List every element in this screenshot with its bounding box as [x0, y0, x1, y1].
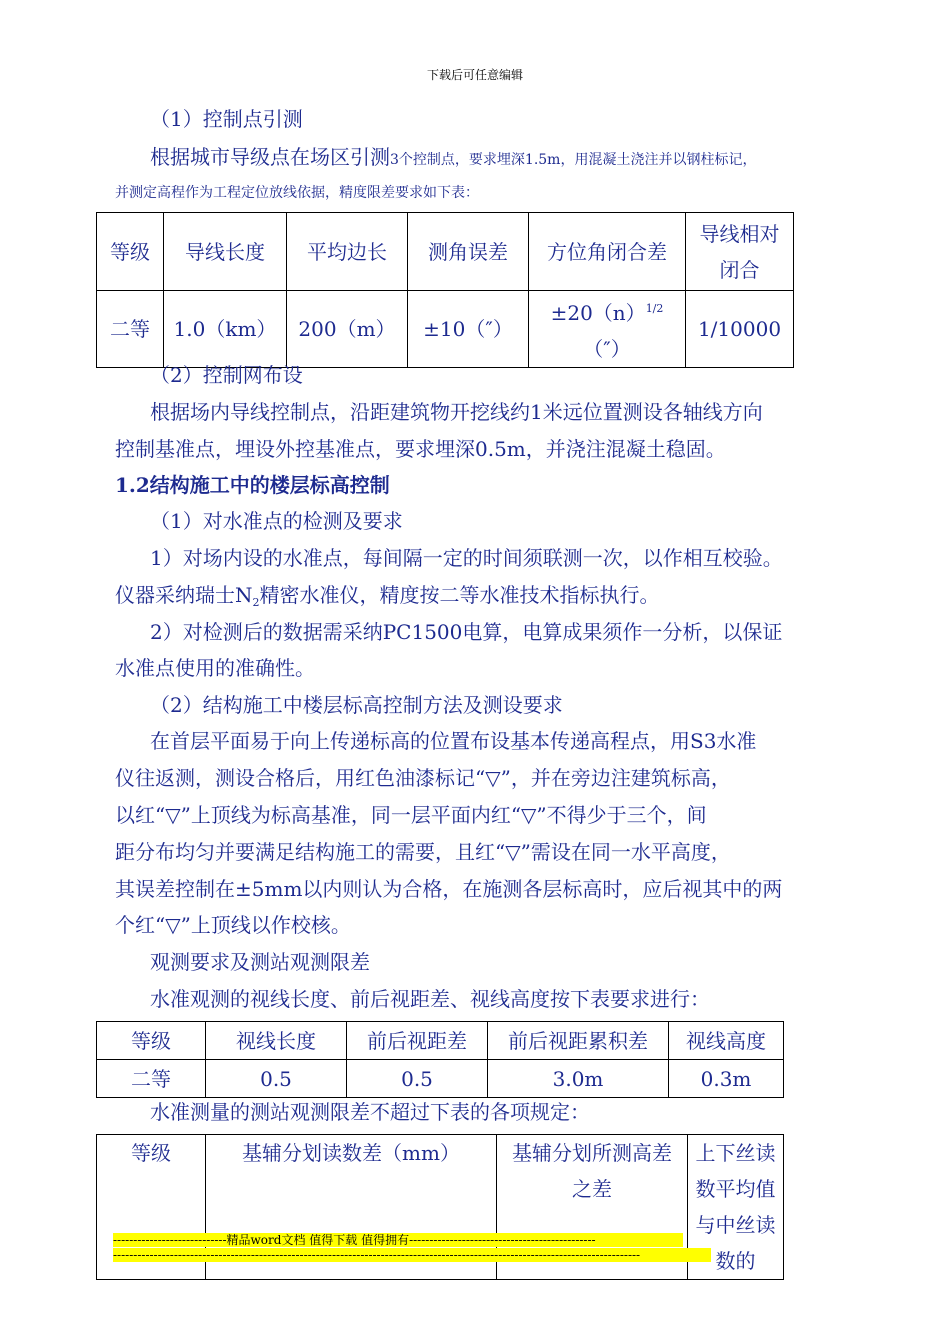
table-cell-text: （″） — [583, 337, 631, 361]
paragraph-text: 精密水准仪，精度按二等水准技术指标执行。 — [259, 583, 660, 607]
superscript: 1/2 — [645, 302, 664, 315]
subscript: 2 — [252, 596, 260, 609]
table-header-cell: 基辅分划读数差（mm） — [206, 1135, 497, 1280]
paragraph-line: 并测定高程作为工程定位放线依据，精度限差要求如下表： — [115, 185, 479, 201]
table-header-cell: 等级 — [97, 1135, 206, 1280]
paragraph-line: 1）对场内设的水准点，每间隔一定的时间须联测一次，以作相互校验。 — [150, 546, 783, 570]
paragraph-line: 其误差控制在±5mm以内则认为合格，在施测各层标高时，应后视其中的两 — [115, 877, 783, 901]
paragraph-line: 根据场内导线控制点，沿距建筑物开挖线约1米远位置测设各轴线方向 — [150, 400, 763, 424]
table-header-cell: 前后视距差 — [347, 1022, 488, 1060]
paragraph-line — [150, 144, 756, 173]
paragraph-line: 个红“▽”上顶线以作校核。 — [115, 913, 351, 937]
table-cell: 二等 — [97, 291, 164, 368]
table-cell — [529, 291, 686, 368]
paragraph-line: 水准点使用的准确性。 — [115, 656, 315, 680]
table-cell: 1.0（km） — [164, 291, 287, 368]
paragraph-line: 控制基准点，埋设外控基准点，要求埋深0.5m，并浇注混凝土稳固。 — [115, 437, 726, 461]
table-header-cell: 视线高度 — [669, 1022, 784, 1060]
table-cell-text: ±20（n） — [550, 301, 646, 325]
table-cell: 3.0m — [488, 1060, 669, 1098]
table-cell: 0.5 — [206, 1060, 347, 1098]
subsection-title: 观测要求及测站观测限差 — [150, 950, 370, 974]
table-header-cell: 导线长度 — [164, 213, 287, 291]
table-header-cell: 上下丝读数平均值与中丝读数的 — [688, 1135, 784, 1280]
table-header-cell: 导线相对闭合 — [686, 213, 794, 291]
table-header-cell: 平均边长 — [287, 213, 408, 291]
table-cell: 200（m） — [287, 291, 408, 368]
table-header-cell: 方位角闭合差 — [529, 213, 686, 291]
subsection-title: （1）对水准点的检测及要求 — [150, 509, 403, 533]
paragraph-line: 在首层平面易于向上传递标高的位置布设基本传递高程点，用S3水准 — [150, 729, 757, 753]
paragraph-line: 距分布均匀并要满足结构施工的需要，且红“▽”需设在同一水平高度， — [115, 840, 731, 864]
paragraph-line: 水准观测的视线长度、前后视距差、视线高度按下表要求进行： — [150, 987, 710, 1011]
section-heading: 1.2结构施工中的楼层标高控制 — [115, 473, 390, 497]
subsection-title: （2）结构施工中楼层标高控制方法及测设要求 — [150, 693, 563, 717]
paragraph-text: 根据城市导级点在场区引测 — [150, 145, 390, 169]
section-title-network: （2）控制网布设 — [150, 363, 303, 387]
table-cell: 0.5 — [347, 1060, 488, 1098]
table-header-cell: 等级 — [97, 1022, 206, 1060]
paragraph-line: 水准测量的测站观测限差不超过下表的各项规定： — [150, 1100, 590, 1124]
paragraph-line — [115, 582, 660, 616]
footer-banner: ----------------------------精品word文档 值得下载 值得拥有---------------------------------------------- — [113, 1233, 683, 1247]
paragraph-text-small: 3个控制点，要求埋深1.5m，用混凝土浇注并以钢柱标记， — [390, 152, 757, 168]
section-title-control-point: （1）控制点引测 — [150, 107, 303, 131]
table-cell: ±10（″） — [408, 291, 529, 368]
table-header-cell: 前后视距累积差 — [488, 1022, 669, 1060]
table-header-cell: 视线长度 — [206, 1022, 347, 1060]
table-cell: 二等 — [97, 1060, 206, 1098]
footer-divider: ---------------------------------------------------------------------------------------------------------------------------------- — [113, 1248, 711, 1262]
page-header: 下载后可任意编辑 — [426, 68, 523, 82]
paragraph-line: 仪往返测，测设合格后，用红色油漆标记“▽”，并在旁边注建筑标高， — [115, 766, 731, 790]
paragraph-line: 2）对检测后的数据需采纳PC1500电算，电算成果须作一分析，以保证 — [150, 620, 783, 644]
table-header-cell: 等级 — [97, 213, 164, 291]
table-header-cell: 测角误差 — [408, 213, 529, 291]
table-traverse-precision — [96, 212, 794, 368]
paragraph-text: 仪器采纳瑞士N — [115, 583, 253, 607]
table-header-cell: 基辅分划所测高差之差 — [497, 1135, 688, 1280]
table-cell: 0.3m — [669, 1060, 784, 1098]
paragraph-line: 以红“▽”上顶线为标高基准，同一层平面内红“▽”不得少于三个，间 — [115, 803, 707, 827]
table-sight-requirements — [96, 1021, 784, 1098]
table-cell: 1/10000 — [686, 291, 794, 368]
